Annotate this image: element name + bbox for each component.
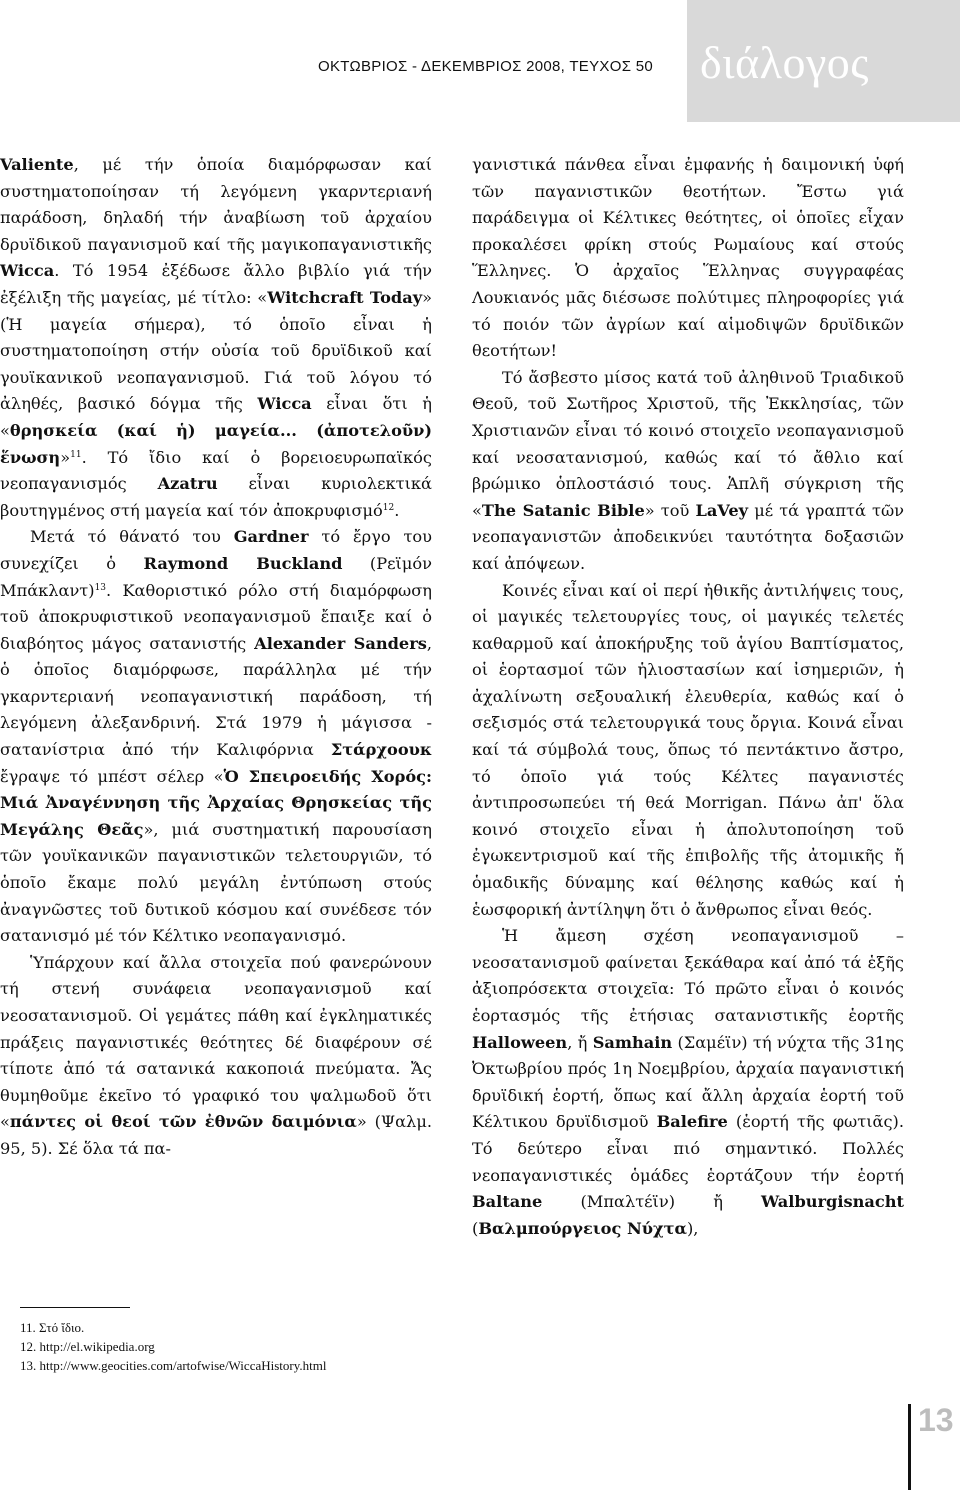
text-run: ἔγραψε τό μπέστ σέλερ « [0,766,224,786]
text-run: Κοινές εἶναι καί οἱ περί ἠθικῆς ἀντιλήψεις τους, οἱ μαγικές τελετουργίες τους, οἱ μαγικές τελετές καθαρμοῦ καί ἀποκήρυξης τοῦ ἁγίου Βαπτίσματος, οἱ ἑορτασμοί τῶν ἡλιοστασίων καί ἰσημεριῶν, ἡ ἀχαλίνωτη σεξουαλική ἐλευθερία, καθώς καί ὁ σεξισμός στά τελετουργικά τους ὄργια. Κοινά εἶναι καί τά σύμβολά τους, ὅπως τό πεντάκτινο ἄστρο, τό ὁποῖο γιά τούς Κέλτες παγανιστές ἀντιπροσωπεύει τή θεά Morrigan. Πάνω ἀπ' ὅλα κοινό στοιχεῖο εἶναι ἡ ἀπολυτοποίηση τοῦ ἐγωκεντρισμοῦ καί τῆς ἐπιβολῆς τῆς ἀτομικῆς ἤ ὁμαδικῆς δύναμης καί θέλησης καθώς καί ἡ ἑωσφορική ἀντίληψη ὅτι ὁ ἄνθρωπος εἶναι θεός. [472,580,904,919]
bold-text: Witchcraft Today [267,287,423,307]
footnote: 11. Στό ἴδιο. [20,1320,85,1335]
text-run: ( [472,1218,479,1238]
paragraph [0,524,432,950]
text-run: εἶναι κυριολεκτικά βουτηγμένος στή μαγεία καί τόν ἀποκρυφισμό [0,474,432,520]
text-run: Μετά τό θάνατό του [30,527,234,547]
text-run: γανιστικά πάνθεα εἶναι ἐμφανής ἡ δαιμονική ὑφή τῶν παγανιστικῶν θεοτήτων. Ἔστω γιά παράδειγμα οἱ Κέλτικες θεότητες, οἱ ὁποῖες εἶχαν προκαλέσει φρίκη στούς Ρωμαίους καί στούς Ἕλληνες. Ὁ ἀρχαῖος Ἕλληνας συγγραφέας Λουκιανός μᾶς διέσωσε πολύτιμες πληροφορίες γιά τό ποιόν τῶν ἀγρίων καί αἱμοδιψῶν δρυϊδικῶν θεοτήτων! [472,155,904,361]
page-number-divider [908,1404,911,1490]
right-column [472,152,904,1242]
text-run: . Τό 1954 ἐξέδωσε ἄλλο βιβλίο γιά τήν ἐξέλιξη τῆς μαγείας, μέ τίτλο: « [0,261,432,307]
paragraph [472,365,904,578]
footnote: 13. http://www.geocities.com/artofwise/WiccaHistory.html [20,1358,327,1373]
bold-text: The Satanic Bible [481,500,645,520]
bold-text: Wicca [0,261,55,281]
footnote-ref: 11 [70,449,82,460]
text-run: » (Ψαλμ. 95, 5). Σέ ὅλα τά πα- [0,1112,432,1158]
text-run: εἶναι ὅτι ἡ « [0,394,432,440]
bold-text: Wicca [257,394,312,414]
page-number: 13 [918,1402,954,1438]
issue-info: ΟΚΤΩΒΡΙΟΣ - ΔΕΚΕΜΒΡΙΟΣ 2008, ΤΕΥΧΟΣ 50 [318,58,654,75]
bold-text: θρησκεία (καί ἡ) μαγεία... (ἀποτελοῦν) ἕνωση [0,420,432,467]
bold-text: Στάρχοουκ [330,740,432,760]
text-run: , ἤ [567,1032,593,1052]
footnotes [20,1318,326,1375]
text-run: μέ τά γραπτά τῶν νεοπαγανιστῶν ἀποδεικνύει ταυτότητα δοξασιῶν καί ἀπόψεων. [472,500,904,573]
left-column [0,152,432,1163]
footnote-ref: 13 [94,582,107,593]
text-run: Ἡ ἄμεση σχέση νεοπαγανισμοῦ – νεοσατανισμοῦ φαίνεται ξεκάθαρα καί ἀπό τά ἑξῆς ἀξιοπρόσεκτα στοιχεῖα: Τό πρῶτο εἶναι ὁ κοινός ἑορτασμός τῆς ἐτήσιας σατανιστικῆς ἑορτῆς [472,926,904,1025]
paragraph [472,923,904,1242]
text-run: », μιά συστηματική παρουσίαση τῶν γουϊκανικῶν παγανιστικῶν τελετουργιῶν, τό ὁποῖο ἔκαμε πολύ μεγάλη ἐντύπωση στούς ἀναγνῶστες τοῦ δυτικοῦ κόσμου καί συνέδεσε τόν σατανισμό μέ τόν Κέλτικο νεοπαγανισμό. [0,819,432,946]
footnote: 12. http://el.wikipedia.org [20,1339,155,1354]
text-run: . Καθοριστικό ρόλο στή διαμόρφωση τοῦ ἀποκρυφιστικοῦ νεοπαγανισμοῦ ἔπαιξε καί ὁ διαβόητος μάγος σατανιστής [0,580,432,653]
bold-text: Samhain [592,1032,673,1052]
text-run: (Μπαλτέϊν) ἤ [542,1192,762,1212]
text-run: Τό ἄσβεστο μίσος κατά τοῦ ἀληθινοῦ Τριαδικοῦ Θεοῦ, τοῦ Σωτῆρος Χριστοῦ, τῆς Ἐκκλησίας, τῶν Χριστιανῶν εἶναι τό κοινό στοιχεῖο νεοπαγανισμοῦ καί νεοσατανισμού, καθώς καί τό ἄθλιο καί βρώμικο ὁπλοστάσιό τους. Ἁπλῆ σύγκριση τῆς « [472,367,904,520]
text-run: ), [686,1218,699,1238]
paragraph [472,578,904,924]
paragraph [472,152,904,365]
bold-text: Βαλμπούργειος Νύχτα [478,1218,687,1238]
magazine-title: διάλογος [700,37,869,88]
bold-text: Walburgisnacht [761,1192,904,1212]
bold-text: Alexander Sanders [254,633,427,653]
bold-text: Gardner [233,527,309,547]
footnote-divider [20,1307,130,1308]
footnote-ref: 12 [382,502,395,513]
text-run: » τοῦ [644,500,696,520]
bold-text: Ὁ Σπειροειδής Χορός: Μιά Ἀναγέννηση τῆς Ἀρχαίας Θρησκείας τῆς Μεγάλης Θεᾶς [0,766,432,839]
paragraph [0,152,432,524]
text-run: . Τό ἴδιο καί ὁ βορειοευρωπαϊκός νεοπαγανισμός [0,447,432,494]
text-run: , ὁ ὁποῖος διαμόρφωσε, παράλληλα μέ τήν γκαρντεριανή νεοπαγανιστική παράδοση, τή λεγόμενη ἀλεξανδρινή. Στά 1979 ἡ μάγισσα - σατανίστρια ἀπό τήν Καλιφόρνια [0,633,433,760]
text-run: Ὑπάρχουν καί ἄλλα στοιχεῖα πού φανερώνουν τή στενή συνάφεια νεοπαγανισμοῦ καί νεοσατανισμοῦ. Οἱ γεμάτες πάθη καί ἐγκληματικές πράξεις παγανιστικές θεότητες δέ διαφέρουν σέ τίποτε ἀπό τά σατανικά κακοποιά πνεύματα. Ἄς θυμηθοῦμε ἐκεῖνο τό γραφικό του ψαλμωδοῦ ὅτι « [0,952,432,1132]
paragraph [0,950,432,1163]
bold-text: Azatru [157,474,218,494]
text-run: τό ἔργο του συνεχίζει ὁ [0,527,432,573]
bold-text: Valiente [0,155,74,174]
text-run: (Ρεϊμόν Μπάκλαντ) [0,553,432,600]
bold-text: Balefire [656,1112,728,1132]
text-run: (Σαμέϊν) τή νύχτα τῆς 31ης Ὀκτωβρίου πρός 1η Νοεμβρίου, ἀρχαία παγανιστική δρυϊδική ἑορτή, ὅπως καί ἄλλη ἀρχαία ἑορτή τοῦ Κέλτικου δρυϊδισμοῦ [472,1032,904,1132]
bold-text: Baltane [472,1192,543,1212]
bold-text: LaVey [695,500,749,520]
text-run: » [60,447,71,467]
text-run: (ἑορτή τῆς φωτιᾶς). Τό δεύτερο εἶναι πιό σημαντικό. Πολλές νεοπαγανιστικές ὁμάδες ἑορτάζουν τήν ἑορτή [472,1112,904,1185]
text-run: . [394,500,400,520]
bold-text: Raymond Buckland [143,553,343,573]
text-run: » (Ἡ μαγεία σήμερα), τό ὁποῖο εἶναι ἡ συστηματοποίηση στήν οὐσία τοῦ δρυϊδικοῦ καί γουϊκανικοῦ νεοπαγανισμοῦ. Γιά τοῦ λόγου τό ἀληθές, βασικό δόγμα τῆς [0,287,433,414]
bold-text: πάντες οἱ θεοί τῶν ἐθνῶν δαιμόνια [9,1112,357,1132]
bold-text: Halloween [472,1032,568,1052]
text-run: , μέ τήν ὁποία διαμόρφωσαν καί συστηματοποίησαν τή λεγόμενη γκαρντεριανή παράδοση, δηλαδή τήν ἀναβίωση τοῦ ἀρχαίου δρυϊδικοῦ παγανισμοῦ καί τῆς μαγικοπαγανιστικῆς [0,155,432,254]
